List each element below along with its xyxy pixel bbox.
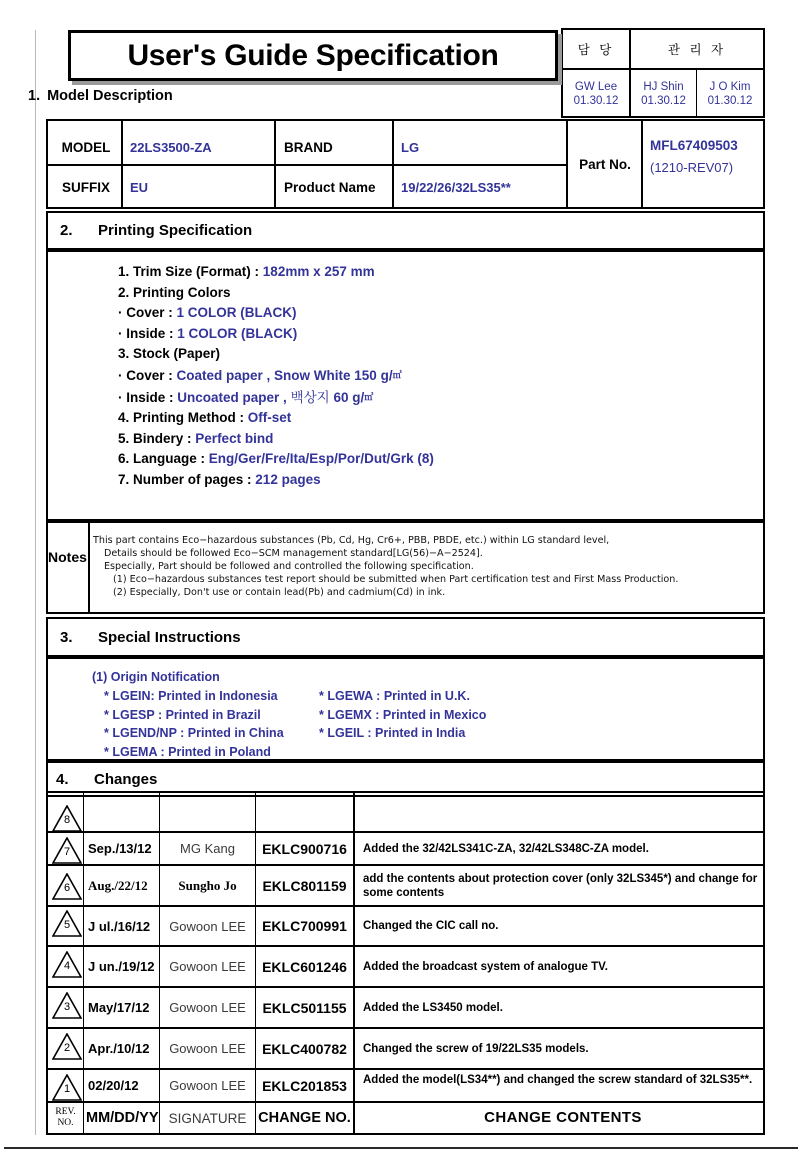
approval-header-manager: 관 리 자 bbox=[667, 43, 727, 57]
section-2-number: 2. bbox=[60, 222, 73, 239]
spec-colors-label: 2. Printing Colors bbox=[118, 284, 231, 300]
spec-colors-inside bbox=[118, 324, 434, 345]
table-row bbox=[48, 1070, 763, 1103]
spec-colors-cover bbox=[118, 303, 434, 324]
notes-label-divider bbox=[88, 521, 90, 614]
change-no-cell bbox=[256, 793, 355, 831]
spec-language bbox=[118, 449, 434, 470]
spec-bindery-label: 5. Bindery : bbox=[118, 430, 192, 446]
contents-cell: Added the model(LS34**) and changed the screw standard of 32LS35**. bbox=[363, 1074, 753, 1086]
section-2-title: Printing Specification bbox=[98, 222, 253, 239]
revision-triangle-4 bbox=[52, 951, 82, 978]
revision-number-1: 1 bbox=[63, 1083, 71, 1095]
revision-triangle-2 bbox=[52, 1033, 82, 1060]
signature-cell: Gowoon LEE bbox=[160, 1029, 256, 1068]
spec-stock-inside-value: Uncoated paper , bbox=[177, 389, 287, 405]
approver-3-date: 01.30.12 bbox=[707, 95, 753, 107]
revision-number-2: 2 bbox=[63, 1042, 71, 1054]
spec-stock-cover-label: · Cover : bbox=[118, 367, 173, 383]
spec-colors-cover-label: · Cover : bbox=[118, 305, 173, 321]
signature-header: SIGNATURE bbox=[160, 1103, 256, 1133]
origin-1-left: * LGEIN: Printed in Indonesia bbox=[104, 689, 278, 704]
spec-trim-value: 182mm x 257 mm bbox=[262, 264, 375, 279]
signature-cell: Sungho Jo bbox=[160, 866, 256, 905]
origin-1-right: * LGEWA : Printed in U.K. bbox=[319, 689, 470, 704]
suffix-label: SUFFIX bbox=[61, 179, 110, 195]
revision-number-5: 5 bbox=[63, 919, 71, 931]
notes-body bbox=[93, 534, 761, 599]
contents-cell: Added the broadcast system of analogue TV. bbox=[363, 960, 608, 973]
change-no-cell: EKLC400782 bbox=[256, 1029, 355, 1068]
revision-triangle-6 bbox=[52, 873, 82, 900]
rev-no-header bbox=[48, 1103, 84, 1133]
notes-line-5: (2) Especially, Don't use or contain lead(Pb) and cadmium(Cd) in ink. bbox=[113, 587, 446, 599]
table-row bbox=[48, 833, 763, 866]
changes-table-footer bbox=[48, 1103, 763, 1133]
origin-row-3 bbox=[92, 724, 486, 742]
approver-2-name: HJ Shin bbox=[643, 80, 684, 93]
spec-colors-inside-value: 1 COLOR (BLACK) bbox=[177, 325, 298, 341]
table-row bbox=[48, 793, 763, 833]
approver-3 bbox=[697, 70, 763, 116]
section-4-number: 4. bbox=[56, 770, 69, 788]
date-cell: Aug./22/12 bbox=[84, 866, 160, 905]
origin-row-2 bbox=[92, 706, 486, 724]
date-cell: J ul./16/12 bbox=[84, 907, 160, 945]
origin-3-left: * LGEND/NP : Printed in China bbox=[104, 726, 284, 741]
spec-language-value: Eng/Ger/Fre/Ita/Esp/Por/Dut/Grk (8) bbox=[208, 451, 434, 467]
approver-2 bbox=[631, 70, 697, 116]
notes-line-4: (1) Eco−hazardous substances test report should be submitted when Part certification test and First Mass Production. bbox=[113, 574, 679, 586]
page-bottom-rule bbox=[4, 1147, 798, 1149]
revision-triangle-5 bbox=[52, 910, 82, 937]
section-1-number: 1. bbox=[28, 88, 41, 104]
section-2-heading bbox=[60, 211, 252, 250]
brand-label: BRAND bbox=[284, 139, 333, 155]
part-no-rev: (1210-REV07) bbox=[650, 160, 734, 175]
spec-method-label: 4. Printing Method : bbox=[118, 410, 244, 426]
contents-cell: add the contents about protection cover (only 32LS345*) and change for some contents bbox=[363, 872, 758, 899]
section-3-number: 3. bbox=[60, 628, 73, 646]
model-table-col-divider-3 bbox=[392, 119, 394, 209]
document-title-box bbox=[68, 30, 558, 81]
spec-stock-heading bbox=[118, 344, 434, 365]
spec-method-value: Off-set bbox=[247, 410, 292, 426]
changes-table bbox=[46, 791, 765, 1135]
spec-pages-value: 212 pages bbox=[255, 471, 321, 487]
spec-stock-inside-weight: 60 g/ bbox=[333, 389, 365, 405]
approval-header-owner: 담 당 bbox=[563, 30, 631, 68]
part-no-label: Part No. bbox=[579, 156, 631, 172]
spec-bindery bbox=[118, 429, 434, 450]
signature-cell: Gowoon LEE bbox=[160, 947, 256, 986]
model-table-col-divider-5 bbox=[641, 119, 643, 209]
origin-row-4 bbox=[92, 743, 486, 761]
notes-line-3: Especially, Part should be followed and controlled the following specification. bbox=[104, 561, 474, 573]
revision-triangle-1 bbox=[52, 1074, 82, 1101]
change-contents-header: CHANGE CONTENTS bbox=[484, 1109, 642, 1126]
model-table-row-divider bbox=[46, 164, 567, 166]
revision-triangle-7 bbox=[52, 837, 82, 864]
spec-trim-label: 1. Trim Size (Format) : bbox=[118, 264, 260, 279]
signature-cell: Gowoon LEE bbox=[160, 907, 256, 945]
model-table-col-divider-1 bbox=[121, 119, 123, 209]
signature-cell: Gowoon LEE bbox=[160, 1070, 256, 1101]
model-table-col-divider-2 bbox=[274, 119, 276, 209]
origin-3-right: * LGEIL : Printed in India bbox=[319, 726, 466, 741]
spec-stock-cover bbox=[118, 365, 434, 387]
revision-number-7: 7 bbox=[63, 846, 71, 858]
date-cell: J un./19/12 bbox=[84, 947, 160, 986]
table-row bbox=[48, 947, 763, 988]
spec-bindery-value: Perfect bind bbox=[195, 430, 274, 446]
approver-3-name: J O Kim bbox=[709, 80, 751, 93]
signature-cell bbox=[160, 793, 256, 831]
date-cell bbox=[84, 793, 160, 831]
section-3-title: Special Instructions bbox=[98, 628, 241, 646]
revision-triangle-8 bbox=[52, 805, 82, 832]
contents-cell: Added the 32/42LS341C-ZA, 32/42LS348C-ZA model. bbox=[363, 842, 649, 855]
product-name-value: 19/22/26/32LS35** bbox=[401, 179, 511, 195]
approval-stamp-signers bbox=[563, 70, 763, 116]
page-margin-rule bbox=[35, 30, 36, 1135]
product-name-label: Product Name bbox=[284, 179, 376, 195]
rev-no-line-2: NO. bbox=[57, 1118, 74, 1128]
contents-cell bbox=[355, 793, 763, 831]
approval-stamp-headers bbox=[563, 30, 763, 70]
approver-1-date: 01.30.12 bbox=[573, 95, 619, 107]
contents-cell: Changed the screw of 19/22LS35 models. bbox=[363, 1042, 589, 1055]
date-header: MM/DD/YY bbox=[84, 1103, 160, 1133]
origin-notification-heading: (1) Origin Notification bbox=[92, 670, 220, 684]
signature-cell: Gowoon LEE bbox=[160, 988, 256, 1027]
approval-stamp bbox=[561, 28, 765, 118]
revision-number-6: 6 bbox=[63, 882, 71, 894]
origin-2-left: * LGESP : Printed in Brazil bbox=[104, 707, 261, 722]
section-4-title: Changes bbox=[94, 770, 158, 788]
table-row bbox=[48, 866, 763, 907]
notes-line-1: This part contains Eco−hazardous substances (Pb, Cd, Hg, Cr6+, PBB, PBDE, etc.) within LG standard level, bbox=[93, 535, 610, 546]
date-cell: 02/20/12 bbox=[84, 1070, 160, 1101]
origin-2-right: * LGEMX : Printed in Mexico bbox=[319, 707, 487, 722]
date-cell: Sep./13/12 bbox=[84, 833, 160, 864]
table-row bbox=[48, 988, 763, 1029]
origin-notification-block bbox=[92, 668, 486, 761]
approver-1 bbox=[563, 70, 631, 116]
spec-printing-method bbox=[118, 408, 434, 429]
spec-colors-inside-label: · Inside : bbox=[118, 325, 174, 341]
origin-row-1 bbox=[92, 687, 486, 705]
spec-printing-colors-heading bbox=[118, 283, 434, 304]
date-cell: Apr./10/12 bbox=[84, 1029, 160, 1068]
spec-pages bbox=[118, 470, 434, 491]
spec-trim-size bbox=[118, 262, 434, 283]
model-table-col-divider-4 bbox=[566, 119, 568, 209]
revision-number-3: 3 bbox=[63, 1001, 71, 1013]
approver-1-name: GW Lee bbox=[574, 80, 618, 93]
spec-pages-label: 7. Number of pages : bbox=[118, 471, 252, 487]
change-no-cell: EKLC801159 bbox=[256, 866, 355, 905]
model-label: MODEL bbox=[61, 139, 111, 155]
contents-cell: Added the LS3450 model. bbox=[363, 1001, 503, 1014]
change-no-cell: EKLC201853 bbox=[256, 1070, 355, 1101]
brand-value: LG bbox=[401, 139, 420, 155]
approver-2-date: 01.30.12 bbox=[641, 95, 686, 107]
square-meter-icon: ㎡ bbox=[392, 369, 402, 380]
part-no-value: MFL67409503 bbox=[650, 138, 738, 153]
notes-label: Notes bbox=[48, 549, 87, 565]
spec-language-label: 6. Language : bbox=[118, 451, 206, 467]
change-no-header: CHANGE NO. bbox=[256, 1103, 355, 1133]
spec-stock-cover-value: Coated paper , Snow White 150 bbox=[176, 367, 377, 383]
spec-colors-cover-value: 1 COLOR (BLACK) bbox=[176, 305, 297, 321]
spec-stock-inside-label: · Inside : bbox=[118, 389, 174, 405]
spec-stock-inside-korean: 백상지 bbox=[290, 389, 330, 406]
page-title: User's Guide Specification bbox=[127, 38, 499, 72]
origin-4-left: * LGEMA : Printed in Poland bbox=[104, 744, 271, 759]
revision-number-8: 8 bbox=[63, 814, 71, 826]
change-no-cell: EKLC900716 bbox=[256, 833, 355, 864]
revision-number-4: 4 bbox=[63, 960, 71, 972]
rev-no-line-1: REV. bbox=[55, 1107, 76, 1117]
table-row bbox=[48, 1029, 763, 1070]
change-no-cell: EKLC601246 bbox=[256, 947, 355, 986]
change-no-cell: EKLC501155 bbox=[256, 988, 355, 1027]
date-cell: May/17/12 bbox=[84, 988, 160, 1027]
revision-triangle-3 bbox=[52, 992, 82, 1019]
section-3-heading bbox=[60, 617, 241, 657]
model-value: 22LS3500-ZA bbox=[130, 139, 212, 155]
table-row bbox=[48, 907, 763, 947]
square-meter-icon-2: ㎡ bbox=[364, 391, 374, 402]
notes-line-2: Details should be followed Eco−SCM management standard[LG(56)−A−2524]. bbox=[104, 548, 483, 560]
printing-spec-list bbox=[118, 262, 434, 491]
signature-cell: MG Kang bbox=[160, 833, 256, 864]
spec-stock-label: 3. Stock (Paper) bbox=[118, 346, 221, 362]
section-1-title: Model Description bbox=[47, 88, 173, 104]
contents-cell: Changed the CIC call no. bbox=[363, 920, 499, 932]
spec-stock-cover-unit: g/ bbox=[380, 367, 393, 383]
section-1-heading bbox=[28, 88, 173, 104]
change-no-cell: EKLC700991 bbox=[256, 907, 355, 945]
suffix-value: EU bbox=[130, 179, 149, 195]
spec-stock-inside bbox=[118, 387, 434, 409]
